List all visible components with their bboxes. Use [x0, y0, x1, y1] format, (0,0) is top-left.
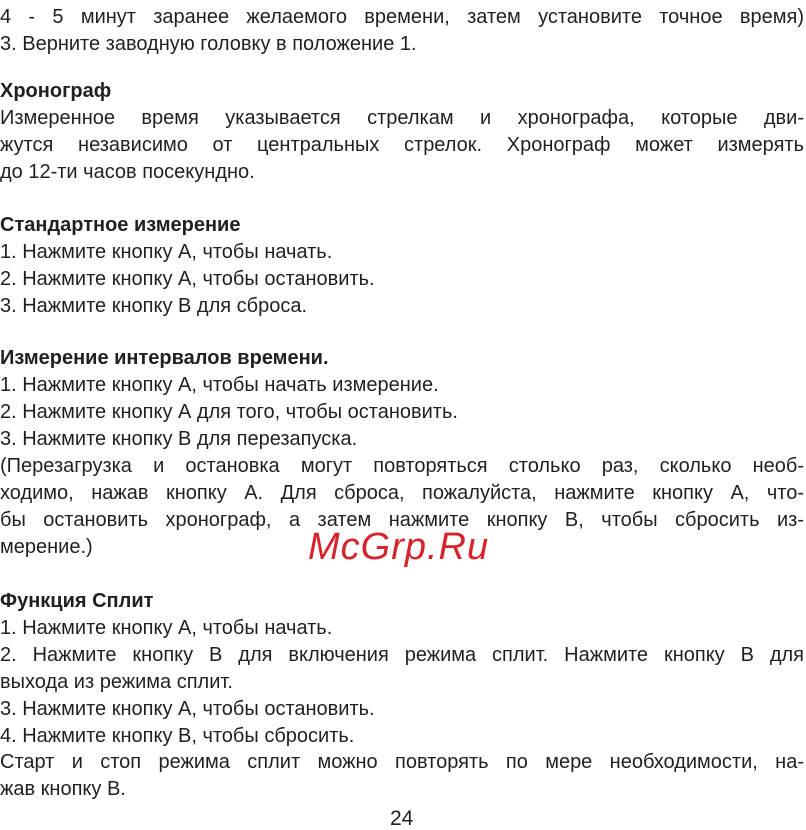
section-heading: Функция Сплит — [0, 590, 154, 612]
text-line: 3. Нажмите кнопку В для перезапуска. — [0, 428, 358, 450]
text-line: 2. Нажмите кнопку А для того, чтобы остановить. — [0, 401, 458, 423]
text-line: (Перезагрузка и остановка могут повторяться столько раз, сколько необ- — [0, 455, 804, 477]
text-line: 2. Нажмите кнопку А, чтобы остановить. — [0, 268, 375, 290]
text-line: 1. Нажмите кнопку А, чтобы начать. — [0, 617, 333, 639]
text-line: до 12-ти часов посекундно. — [0, 161, 255, 183]
text-line: 3. Нажмите кнопку В для сброса. — [0, 295, 308, 317]
section-heading: Хронограф — [0, 80, 112, 102]
watermark: McGrp.Ru — [308, 526, 490, 568]
text-line: выхода из режима сплит. — [0, 671, 233, 693]
text-line: ходимо, нажав кнопку А. Для сброса, пожалуйста, нажмите кнопку А, что- — [0, 482, 804, 504]
section-heading: Стандартное измерение — [0, 214, 241, 236]
text-line: жутся независимо от центральных стрелок. Хронограф может измерять — [0, 134, 804, 156]
text-line: бы остановить хронограф, а затем нажмите кнопку В, чтобы сбросить из- — [0, 509, 804, 531]
text-line: 2. Нажмите кнопку В для включения режима сплит. Нажмите кнопку В для — [0, 644, 804, 666]
text-line: Старт и стоп режима сплит можно повторять по мере необходимости, на- — [0, 751, 804, 773]
text-line: 1. Нажмите кнопку А, чтобы начать измерение. — [0, 374, 439, 396]
text-line: жав кнопку В. — [0, 778, 126, 800]
text-line: мерение.) — [0, 536, 93, 558]
text-line: 3. Нажмите кнопку А, чтобы остановить. — [0, 698, 375, 720]
text-line: Измеренное время указывается стрелкам и хронографа, которые дви- — [0, 107, 804, 129]
text-line: 4 - 5 минут заранее желаемого времени, затем установите точное время) — [0, 6, 804, 28]
section-heading: Измерение интервалов времени. — [0, 347, 329, 369]
text-line: 3. Верните заводную головку в положение 1. — [0, 33, 417, 55]
text-line: 1. Нажмите кнопку А, чтобы начать. — [0, 241, 333, 263]
text-line: 4. Нажмите кнопку В, чтобы сбросить. — [0, 725, 355, 747]
page-number: 24 — [390, 807, 414, 830]
